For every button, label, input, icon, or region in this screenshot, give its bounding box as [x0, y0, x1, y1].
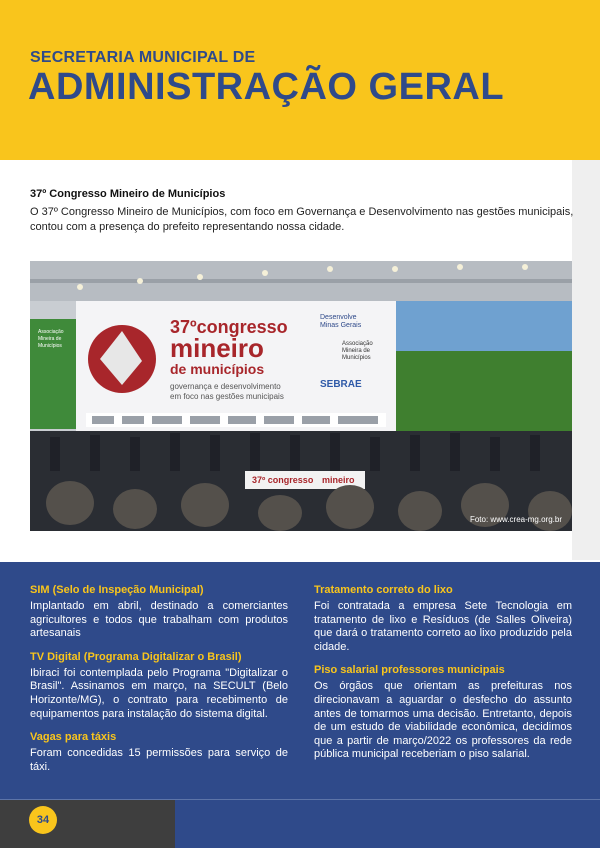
article-title: 37º Congresso Mineiro de Municípios	[30, 188, 226, 200]
photo-illustration	[30, 261, 572, 531]
footer-bar	[0, 800, 175, 848]
article-text: O 37º Congresso Mineiro de Municípios, com foco em Governança e Desenvolvimento nas gestões municipais, contou com a presença do prefeito representando nossa cidade.	[30, 206, 574, 233]
photo-credit: Foto: www.crea-mg.org.br	[469, 515, 562, 524]
page-header	[0, 0, 600, 160]
sponsor1-line1: Desenvolve	[320, 314, 357, 321]
teacher-salary-text: Os órgãos que orientam as prefeituras nos direcionavam a aguardar o desfecho do assunto antes de tomarmos uma decisão. Entretanto, depois de um estudo de viabilidade econômica, decidimos que a partir de março/2022 os professores da rede pública municipal receberiam o piso salarial.	[314, 680, 572, 761]
article-section	[0, 160, 600, 560]
tv-digital-text: Ibiraci foi contemplada pelo Programa "Digitalizar o Brasil". Assinamos em março, na SECULT (Belo Horizonte/MG), o contrato para recebimento de equipamentos para instalação do sistema digital.	[30, 666, 288, 720]
photo-ceiling-beam	[30, 279, 572, 283]
sponsor1-line2: Minas Gerais	[320, 322, 362, 329]
left-column	[30, 584, 288, 784]
garbage-text: Foi contratada a empresa Sete Tecnologia em tratamento de lixo e Resíduos (de Salles Oliveira) que dará o tratamento correto ao lixo produzido pela cidade.	[314, 600, 572, 653]
right-column	[314, 584, 572, 772]
side-shade	[572, 160, 600, 560]
teacher-salary-title: Piso salarial professores municipais	[314, 664, 505, 677]
side-panel-line3: Municípios	[38, 343, 62, 349]
banner-slogan2: em foco nas gestões municipais	[170, 392, 284, 401]
sim-title: SIM (Selo de Inspeção Municipal)	[30, 584, 204, 596]
sponsor3: SEBRAE	[320, 379, 362, 390]
taxi-title: Vagas para táxis	[30, 731, 117, 744]
banner-line2: mineiro	[170, 333, 264, 363]
sponsor2-line1: Associação	[342, 341, 373, 347]
sponsor2-line2: Mineira de	[342, 348, 371, 354]
banner-slogan1: governança e desenvolvimento	[170, 382, 281, 391]
tv-digital-title: TV Digital (Programa Digitalizar o Brasil)	[30, 650, 242, 663]
banner-line3: de municípios	[170, 361, 265, 377]
sponsor2-line3: Municípios	[342, 355, 371, 361]
congress-photo	[30, 261, 572, 531]
podium-text2: mineiro	[322, 475, 355, 485]
side-panel-line1: Associação	[38, 329, 64, 335]
right-screen-field	[396, 351, 572, 441]
side-panel-line2: Mineira de	[38, 336, 62, 342]
header-subtitle: SECRETARIA MUNICIPAL DE	[30, 49, 256, 66]
sim-text: Implantado em abril, destinado a comerciantes agricultores e todos que trabalham com produtos artesanais	[30, 600, 288, 640]
taxi-text: Foram concedidas 15 permissões para serviço de táxi.	[30, 747, 288, 773]
page-number: 34	[29, 806, 57, 834]
banner-line1: 37ºcongresso	[170, 317, 288, 337]
podium-text: 37º congresso	[252, 475, 314, 485]
header-title: ADMINISTRAÇÃO GERAL	[28, 66, 505, 108]
garbage-title: Tratamento correto do lixo	[314, 584, 453, 596]
